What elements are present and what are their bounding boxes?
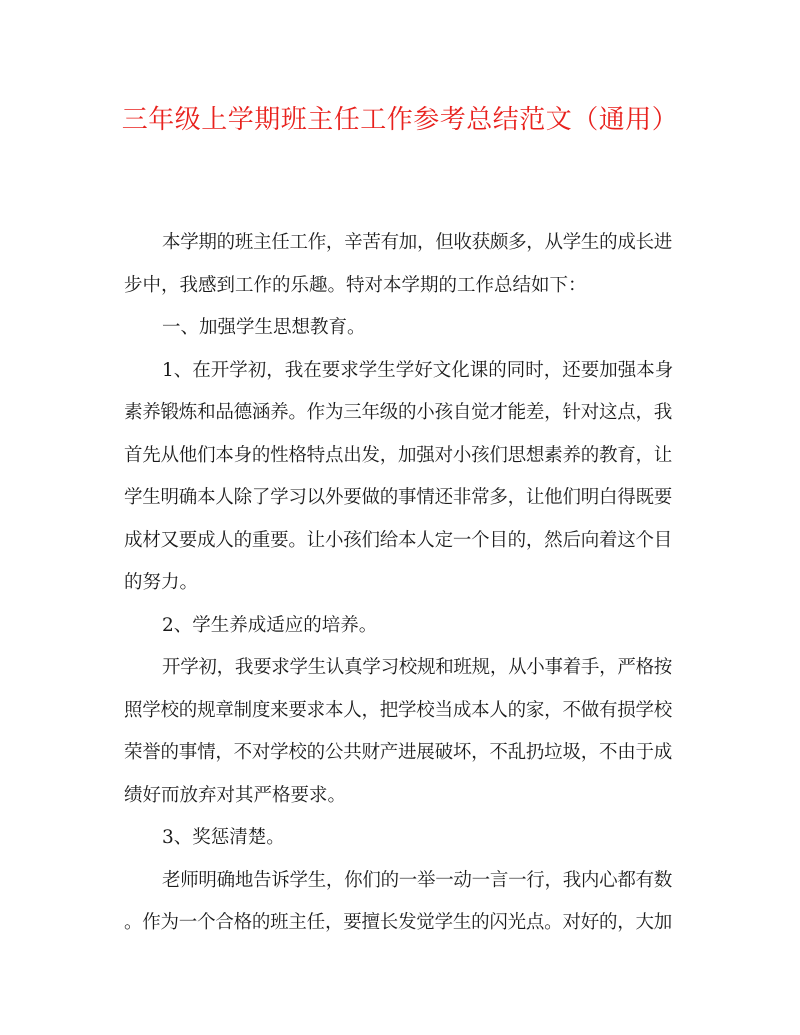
body-line: 成材又要成人的重要。让小孩们给本人定一个目的，然后向着这个目 [124,529,672,551]
body-line: 素养锻炼和品德涵养。作为三年级的小孩自觉才能差，针对这点，我 [124,402,672,423]
body-line: 学生明确本人除了学习以外要做的事情还非常多，让他们明白得既要 [124,487,672,508]
document-body [124,222,672,945]
document-title: 三年级上学期班主任工作参考总结范文（通用） [121,105,679,135]
body-line: 照学校的规章制度来要求本人，把学校当成本人的家，不做有损学校 [124,699,672,721]
body-line: 一、加强学生思想教育。 [162,317,366,338]
body-line: 1、在开学初，我在要求学生学好文化课的同时，还要加强本身 [162,359,674,381]
body-line: 开学初，我要求学生认真学习校规和班规，从小事着手，严格按 [162,657,672,678]
body-line: 荣誉的事情，不对学校的公共财产进展破坏，不乱扔垃圾，不由于成 [124,742,672,763]
body-line: 3、奖惩清楚。 [162,827,285,848]
body-line: 。作为一个合格的班主任，要擅长发觉学生的闪光点。对好的，大加 [124,912,672,933]
body-line: 绩好而放弃对其严格要求。 [124,784,347,806]
body-line: 老师明确地告诉学生，你们的一举一动一言一行，我内心都有数 [162,869,672,891]
body-line: 本学期的班主任工作，辛苦有加，但收获颇多，从学生的成长进 [162,232,672,253]
body-line: 首先从他们本身的性格特点出发，加强对小孩们思想素养的教育，让 [124,444,672,466]
body-line: 2、学生养成适应的培养。 [162,614,378,636]
body-line: 的努力。 [124,572,199,593]
body-line: 步中，我感到工作的乐趣。特对本学期的工作总结如下： [124,274,587,296]
